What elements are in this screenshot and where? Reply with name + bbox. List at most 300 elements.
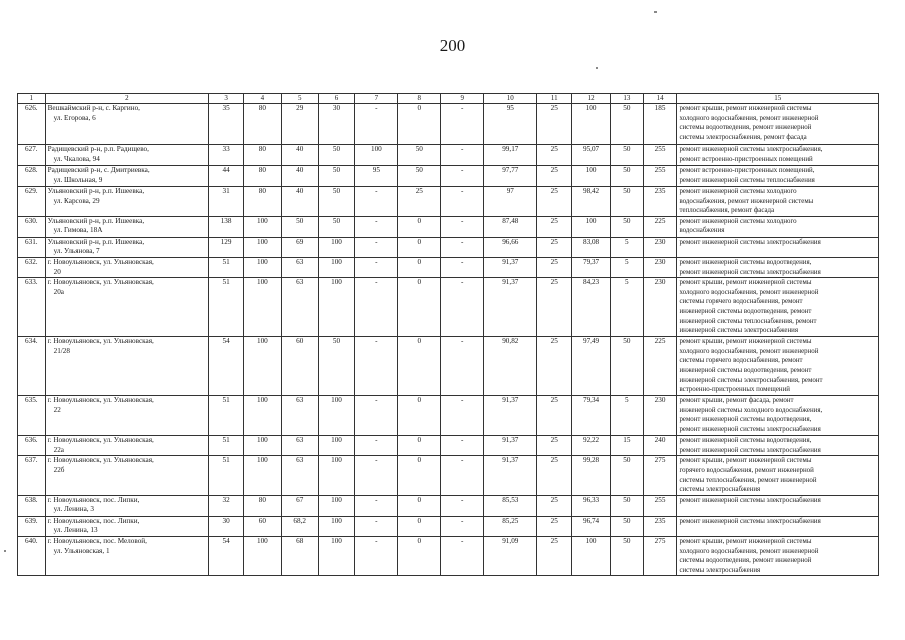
value-cell-8: 0 [398,216,441,237]
value-cell-13: 50 [610,516,643,536]
value-cell-4: 100 [243,337,281,396]
column-number-row [18,94,879,104]
address-line: Ульяновский р-н, р.п. Ишеевка, [47,237,145,246]
value-cell-7: 100 [355,145,398,166]
address-cell [45,187,209,217]
value-cell-9: - [441,495,484,516]
value-cell-9: - [441,104,484,145]
value-cell-5: 29 [281,104,318,145]
address-cell [45,257,209,277]
repair-works-line: ремонт инженерной системы электроснабжения [679,496,821,504]
value-cell-4: 80 [243,104,281,145]
value-cell-5: 60 [281,337,318,396]
value-cell-14: 230 [643,396,677,436]
row-number: 627. [18,145,46,166]
address-cell [45,166,209,187]
value-cell-6: 100 [318,536,355,575]
value-cell-14: 185 [643,104,677,145]
value-cell-3: 51 [209,456,244,495]
value-cell-9: - [441,536,484,575]
value-cell-10: 97,77 [484,166,537,187]
repair-works-line: ремонт инженерной системы электроснабжения [679,425,821,433]
repair-works-line: ремонт встроенно-пристроенных помещений, [679,167,815,174]
address-line: г. Новоульяновск, ул. Ульяновская, [47,396,154,405]
value-cell-8: 0 [398,278,441,337]
value-cell-6: 50 [318,216,355,237]
value-cell-7: 95 [355,166,398,187]
repair-works-cell [677,237,879,257]
address-cell [45,216,209,237]
address-line: Ульяновский р-н, р.п. Ишеевка, [47,187,145,195]
repair-works-line: инженерной системы электроснабжения [679,327,799,335]
value-cell-3: 129 [209,237,244,257]
value-cell-12: 100 [572,536,611,575]
column-header-9: 9 [441,94,484,104]
repair-works-line: ремонт инженерной системы теплоснабжения [679,176,815,184]
table-row [18,166,879,187]
row-number: 629. [18,187,46,217]
value-cell-5: 40 [281,145,318,166]
column-header-6: 6 [318,94,355,104]
value-cell-9: - [441,166,484,187]
value-cell-10: 96,66 [484,237,537,257]
repair-works-cell [677,278,879,337]
repair-works-line: инженерной системы теплоснабжения, ремонт [679,317,817,325]
value-cell-13: 50 [610,337,643,396]
address-line: Вешкаймский р-н, с. Каргино, [47,104,140,112]
value-cell-4: 100 [243,216,281,237]
value-cell-13: 50 [610,187,643,217]
address-line: Ульяновский р-н, р.п. Ишеевка, [47,216,145,225]
address-cell [45,145,209,166]
value-cell-5: 63 [281,436,318,456]
value-cell-11: 25 [537,516,572,536]
address-line: г. Новоульяновск, ул. Ульяновская, [47,278,154,287]
row-number: 633. [18,278,46,337]
column-header-8: 8 [398,94,441,104]
value-cell-10: 91,09 [484,536,537,575]
repair-works-line: ремонт инженерной системы холодного [679,217,797,225]
value-cell-7: - [355,216,398,237]
value-cell-14: 255 [643,495,677,516]
value-cell-12: 96,33 [572,495,611,516]
value-cell-6: 100 [318,278,355,337]
value-cell-5: 68 [281,536,318,575]
address-line: Радищевский р-н, с. Дмитриевка, [47,166,150,174]
address-line: ул. Ленина, 3 [53,505,94,514]
column-header-3: 3 [209,94,244,104]
value-cell-9: - [441,278,484,337]
value-cell-11: 25 [537,237,572,257]
repair-works-cell [677,257,879,277]
value-cell-8: 0 [398,456,441,495]
value-cell-7: - [355,436,398,456]
row-number: 640. [18,536,46,575]
value-cell-12: 100 [572,216,611,237]
table-body [18,104,879,576]
value-cell-12: 79,37 [572,257,611,277]
column-header-12: 12 [572,94,611,104]
value-cell-4: 100 [243,396,281,436]
address-line: г. Новоульяновск, пос. Липки, [47,495,140,504]
value-cell-12: 98,42 [572,187,611,217]
value-cell-13: 50 [610,145,643,166]
value-cell-11: 25 [537,436,572,456]
value-cell-3: 54 [209,536,244,575]
value-cell-11: 25 [537,145,572,166]
column-header-7: 7 [355,94,398,104]
value-cell-7: - [355,104,398,145]
value-cell-3: 51 [209,278,244,337]
value-cell-13: 5 [610,237,643,257]
value-cell-7: - [355,187,398,217]
repair-works-cell [677,516,879,536]
row-number: 626. [18,104,46,145]
value-cell-13: 15 [610,436,643,456]
value-cell-5: 67 [281,495,318,516]
address-cell [45,536,209,575]
row-number: 632. [18,257,46,277]
address-line: г. Новоульяновск, пос. Меловой, [47,536,147,545]
value-cell-9: - [441,516,484,536]
value-cell-8: 0 [398,536,441,575]
value-cell-6: 50 [318,187,355,217]
value-cell-6: 100 [318,436,355,456]
value-cell-13: 5 [610,278,643,337]
table-row [18,104,879,145]
value-cell-8: 0 [398,436,441,456]
value-cell-8: 0 [398,396,441,436]
value-cell-3: 51 [209,396,244,436]
repair-works-line: холодного водоснабжения, ремонт инженерной [679,547,819,555]
value-cell-8: 25 [398,187,441,217]
address-line: ул. Ульяновская, 1 [53,546,110,555]
repair-works-cell [677,436,879,456]
value-cell-8: 50 [398,166,441,187]
value-cell-5: 63 [281,456,318,495]
repair-works-line: встроенно-пристроенных помещений [679,386,790,394]
scan-speck [4,550,6,552]
table-row [18,337,879,396]
value-cell-14: 235 [643,516,677,536]
value-cell-10: 91,37 [484,456,537,495]
repair-works-line: ремонт инженерной системы электроснабжения [679,268,821,276]
value-cell-6: 100 [318,516,355,536]
value-cell-12: 97,49 [572,337,611,396]
repair-works-line: ремонт инженерной системы холодного [679,188,797,195]
repair-works-cell [677,495,879,516]
value-cell-3: 44 [209,166,244,187]
value-cell-12: 96,74 [572,516,611,536]
value-cell-12: 83,08 [572,237,611,257]
value-cell-6: 100 [318,396,355,436]
repair-works-line: ремонт крыши, ремонт инженерной системы [679,537,812,545]
table-row [18,278,879,337]
value-cell-10: 91,37 [484,278,537,337]
value-cell-7: - [355,536,398,575]
value-cell-11: 25 [537,495,572,516]
value-cell-9: - [441,187,484,217]
row-number: 634. [18,337,46,396]
repair-works-line: ремонт крыши, ремонт инженерной системы [679,105,812,112]
row-number: 637. [18,456,46,495]
value-cell-6: 50 [318,145,355,166]
column-header-5: 5 [281,94,318,104]
repair-works-line: системы электроснабжения [679,566,761,574]
value-cell-14: 225 [643,337,677,396]
value-cell-11: 25 [537,396,572,436]
value-cell-4: 100 [243,278,281,337]
address-line: 22 [53,405,61,414]
value-cell-4: 100 [243,237,281,257]
value-cell-10: 90,82 [484,337,537,396]
address-line: 20 [53,267,61,276]
value-cell-9: - [441,257,484,277]
value-cell-5: 63 [281,396,318,436]
address-line: г. Новоульяновск, ул. Ульяновская, [47,257,154,266]
repair-works-line: ремонт инженерной системы водоотведения, [679,437,812,445]
value-cell-10: 91,37 [484,396,537,436]
value-cell-5: 40 [281,166,318,187]
value-cell-9: - [441,456,484,495]
value-cell-14: 230 [643,237,677,257]
value-cell-12: 95,07 [572,145,611,166]
address-line: ул. Чкалова, 94 [53,154,100,163]
value-cell-14: 230 [643,278,677,337]
value-cell-12: 84,23 [572,278,611,337]
repair-works-cell [677,145,879,166]
value-cell-9: - [441,216,484,237]
value-cell-9: - [441,145,484,166]
value-cell-10: 85,53 [484,495,537,516]
repair-works-cell [677,456,879,495]
value-cell-5: 68,2 [281,516,318,536]
value-cell-4: 80 [243,495,281,516]
column-header-1: 1 [18,94,46,104]
table-row [18,187,879,217]
value-cell-3: 32 [209,495,244,516]
value-cell-3: 35 [209,104,244,145]
value-cell-5: 69 [281,237,318,257]
repair-works-line: системы горячего водоснабжения, ремонт [679,357,803,365]
row-number: 630. [18,216,46,237]
value-cell-4: 80 [243,145,281,166]
value-cell-7: - [355,337,398,396]
repair-works-line: ремонт инженерной системы электроснабжения, [679,146,823,153]
column-header-13: 13 [610,94,643,104]
address-line: ул. Карсова, 29 [53,196,100,205]
value-cell-6: 50 [318,166,355,187]
row-number: 638. [18,495,46,516]
row-number: 628. [18,166,46,187]
repair-works-line: ремонт инженерной системы водоотведения, [679,258,812,266]
value-cell-14: 235 [643,187,677,217]
repair-works-cell [677,187,879,217]
repair-works-cell [677,166,879,187]
value-cell-10: 95 [484,104,537,145]
repair-works-line: системы водоотведения, ремонт инженерной [679,124,812,132]
address-cell [45,456,209,495]
table-row [18,516,879,536]
repair-works-line: холодного водоснабжения, ремонт инженерной [679,114,819,122]
address-line: ул. Егорова, 6 [53,113,96,122]
value-cell-14: 275 [643,456,677,495]
value-cell-7: - [355,257,398,277]
value-cell-7: - [355,237,398,257]
row-number: 636. [18,436,46,456]
table-row [18,495,879,516]
column-header-11: 11 [537,94,572,104]
value-cell-10: 97 [484,187,537,217]
address-line: г. Новоульяновск, пос. Липки, [47,516,140,525]
value-cell-7: - [355,396,398,436]
value-cell-11: 25 [537,166,572,187]
value-cell-11: 25 [537,187,572,217]
value-cell-11: 25 [537,337,572,396]
value-cell-3: 51 [209,436,244,456]
value-cell-3: 138 [209,216,244,237]
repair-works-line: ремонт встроенно-пристроенных помещений [679,155,813,163]
repair-works-line: водоснабжения, ремонт инженерной системы [679,197,814,205]
column-header-2: 2 [45,94,209,104]
address-line: 20а [53,287,64,296]
table-row [18,216,879,237]
value-cell-4: 100 [243,257,281,277]
repair-works-cell [677,337,879,396]
value-cell-8: 0 [398,257,441,277]
repair-works-line: холодного водоснабжения, ремонт инженерной [679,347,819,355]
value-cell-13: 50 [610,456,643,495]
value-cell-8: 0 [398,495,441,516]
repair-works-line: горячего водоснабжения, ремонт инженерной [679,466,814,474]
value-cell-14: 255 [643,145,677,166]
value-cell-13: 50 [610,166,643,187]
address-cell [45,516,209,536]
address-cell [45,337,209,396]
address-cell [45,396,209,436]
value-cell-3: 51 [209,257,244,277]
value-cell-13: 50 [610,216,643,237]
scan-speck [596,67,598,69]
address-line: Радищевский р-н, р.п. Радищево, [47,145,149,153]
value-cell-5: 63 [281,257,318,277]
repair-works-line: системы электроснабжения, ремонт фасада [679,133,807,141]
value-cell-4: 60 [243,516,281,536]
address-line: 22а [53,445,64,454]
value-cell-13: 50 [610,495,643,516]
value-cell-5: 40 [281,187,318,217]
value-cell-6: 100 [318,456,355,495]
repair-works-line: системы теплоснабжения, ремонт инженерной [679,476,817,484]
repair-works-line: инженерной системы холодного водоснабжения, [679,406,823,414]
value-cell-14: 240 [643,436,677,456]
repair-works-line: ремонт крыши, ремонт фасада, ремонт [679,397,794,405]
value-cell-11: 25 [537,104,572,145]
value-cell-12: 79,34 [572,396,611,436]
address-line: 21/28 [53,346,70,355]
table-row [18,257,879,277]
address-cell [45,495,209,516]
repair-works-line: ремонт крыши, ремонт инженерной системы [679,457,812,465]
value-cell-11: 25 [537,536,572,575]
repair-works-line: ремонт инженерной системы электроснабжения [679,517,821,525]
repair-works-line: инженерной системы электроснабжения, ремонт [679,376,823,384]
column-header-10: 10 [484,94,537,104]
address-line: г. Новоульяновск, ул. Ульяновская, [47,436,154,445]
repair-works-line: инженерной системы водоотведения, ремонт [679,366,812,374]
column-header-15: 15 [677,94,879,104]
value-cell-4: 80 [243,166,281,187]
value-cell-6: 50 [318,337,355,396]
table-row [18,436,879,456]
value-cell-13: 5 [610,396,643,436]
repair-works-line: ремонт крыши, ремонт инженерной системы [679,338,812,346]
value-cell-14: 275 [643,536,677,575]
value-cell-14: 255 [643,166,677,187]
repair-works-line: системы электроснабжения [679,486,761,494]
table-header [18,94,879,104]
value-cell-6: 100 [318,257,355,277]
table-row [18,237,879,257]
value-cell-6: 100 [318,237,355,257]
value-cell-7: - [355,456,398,495]
row-number: 639. [18,516,46,536]
value-cell-14: 225 [643,216,677,237]
column-header-4: 4 [243,94,281,104]
address-line: г. Новоульяновск, ул. Ульяновская, [47,337,154,346]
register-table [17,93,879,576]
value-cell-8: 0 [398,516,441,536]
address-cell [45,436,209,456]
address-line: г. Новоульяновск, ул. Ульяновская, [47,456,154,465]
column-header-14: 14 [643,94,677,104]
repair-works-line: системы горячего водоснабжения, ремонт [679,298,803,306]
value-cell-9: - [441,237,484,257]
address-line: ул. Школьная, 9 [53,175,103,184]
repair-works-line: ремонт инженерной системы электроснабжения [679,446,821,454]
value-cell-9: - [441,396,484,436]
value-cell-11: 25 [537,456,572,495]
value-cell-5: 63 [281,278,318,337]
repair-works-line: холодного водоснабжения, ремонт инженерной [679,288,819,296]
value-cell-7: - [355,516,398,536]
table-row [18,536,879,575]
repair-works-line: водоснабжения [679,227,725,235]
scan-speck [654,11,657,13]
value-cell-9: - [441,337,484,396]
value-cell-7: - [355,495,398,516]
repair-works-line: ремонт крыши, ремонт инженерной системы [679,279,812,287]
value-cell-3: 31 [209,187,244,217]
address-line: 22б [53,465,65,474]
repair-works-cell [677,536,879,575]
value-cell-13: 5 [610,257,643,277]
value-cell-10: 91,37 [484,436,537,456]
address-line: ул. Гимова, 18А [53,226,103,235]
value-cell-8: 0 [398,104,441,145]
value-cell-11: 25 [537,278,572,337]
value-cell-12: 100 [572,104,611,145]
address-line: ул. Ленина, 13 [53,526,98,535]
repair-works-line: инженерной системы водоотведения, ремонт [679,307,812,315]
value-cell-8: 50 [398,145,441,166]
address-cell [45,278,209,337]
value-cell-13: 50 [610,536,643,575]
address-cell [45,237,209,257]
value-cell-12: 100 [572,166,611,187]
repair-works-line: системы водоотведения, ремонт инженерной [679,557,812,565]
repair-works-line: теплоснабжения, ремонт фасада [679,207,775,215]
